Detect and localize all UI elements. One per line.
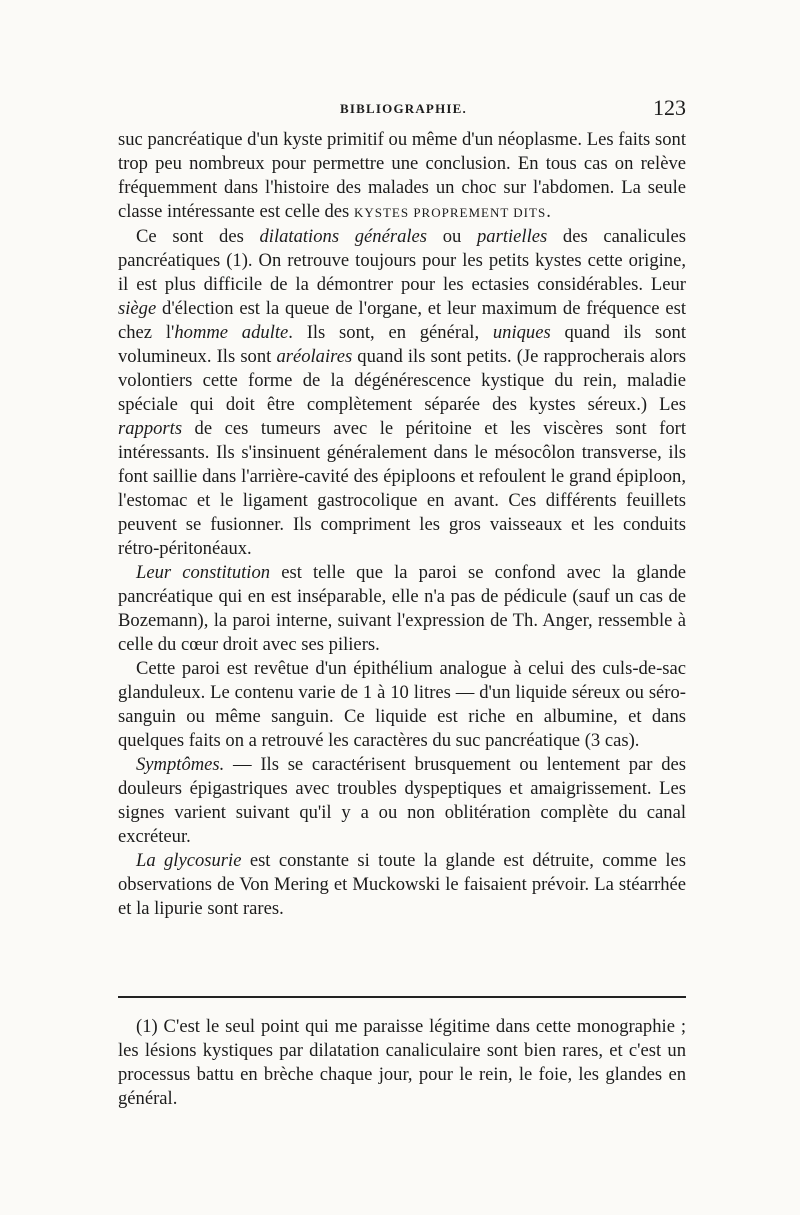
paragraph-1: suc pancréatique d'un kyste primitif ou même d'un néoplasme. Les faits sont trop peu nombreux pour permettre une conclusion. En tous cas on relève fréquemment dans l'histoire des malades un choc sur l'abdomen. La seule classe intéressante est celle des KYSTES PROPREMENT DITS.	[118, 129, 686, 222]
footnote: (1) C'est le seul point qui me paraisse légitime dans cette monographie ; les lésions kystiques par dilatation canaliculaire sont bien rares, et c'est un processus battu en brèche chaque jour, pour le rein, le foie, les glandes en général.	[118, 1016, 686, 1109]
paragraph-3: Leur constitution est telle que la paroi se confond avec la glande pancréatique qui en est inséparable, elle n'a pas de pédicule (sauf un cas de Bozemann), la paroi interne, suivant l'expression de Th. Anger, ressemble à celle du cœur droit avec ses piliers.	[118, 562, 687, 655]
paragraph-5: Symptômes. — Ils se caractérisent brusquement ou lentement par des douleurs épigastriques avec troubles dyspeptiques et amaigrissement. Les signes varient suivant qu'il y a ou non oblitération complète du canal excréteur.	[118, 754, 686, 847]
page-number: 123	[653, 95, 686, 120]
running-head: BIBLIOGRAPHIE.	[340, 101, 467, 116]
paragraph-4: Cette paroi est revêtue d'un épithélium analogue à celui des culs-de-sac glanduleux. Le contenu varie de 1 à 10 litres — d'un liquide séreux ou séro-sanguin ou même sanguin. Ce liquide est riche en albumine, et dans quelques faits on a retrouvé les caractères du suc pancréatique (3 cas).	[118, 658, 686, 751]
footnote-rule	[118, 996, 686, 998]
paragraph-6: La glycosurie est constante si toute la glande est détruite, comme les observations de Von Mering et Muckowski le faisaient prévoir. La stéarrhée et la lipurie sont rares.	[118, 850, 686, 919]
page-header	[118, 95, 686, 125]
small-caps-term: KYSTES PROPREMENT DITS	[353, 205, 547, 220]
body-text	[118, 128, 686, 921]
paragraph-2: Ce sont des dilatations générales ou partielles des canalicules pancréatiques (1). On retrouve toujours pour les petits kystes cette origine, il est plus difficile de la démontrer pour les ectasies considérables. Leur siège d'élection est la queue de l'organe, et leur maximum de fréquence est chez l'homme adulte. Ils sont, en général, uniques quand ils sont volumineux. Ils sont aréolaires quand ils sont petits. (Je rapprocherais alors volontiers cette forme de la dégénérescence kystique du rein, maladie spéciale qui doit être complètement séparée des kystes séreux.) Les rapports de ces tumeurs avec le péritoine et les viscères sont fort intéressants. Ils s'insinuent généralement dans le mésocôlon transverse, ils font saillie dans l'arrière-cavité des épiploons et refoulent le grand épiploon, l'estomac et le ligament gastrocolique en avant. Ces différents feuillets peuvent se fusionner. Ils compriment les gros vaisseaux et les conduits rétro-péritonéaux.	[118, 226, 686, 559]
